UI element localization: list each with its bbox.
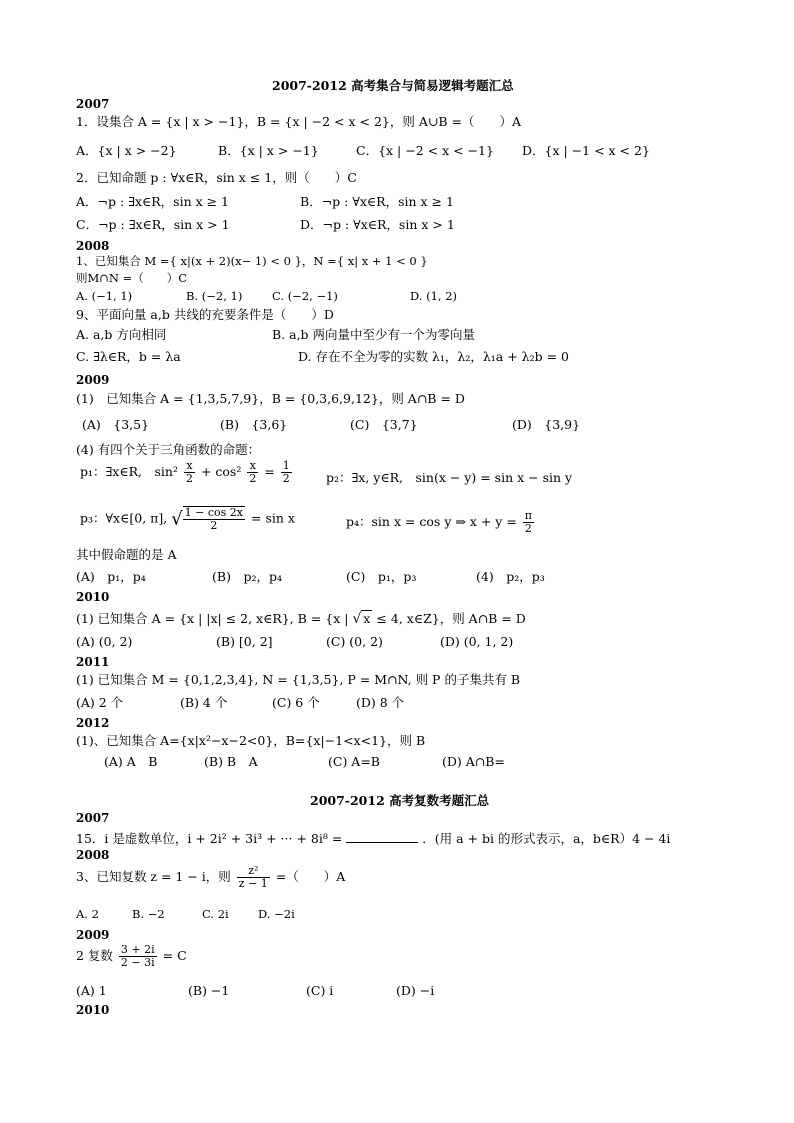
sqrt-sign: √ — [171, 508, 183, 530]
numerator: 3 + 2i — [120, 943, 155, 956]
p1-tail: + cos² — [200, 464, 242, 480]
question-complex-2008-3 — [76, 865, 345, 890]
question-complex-2007-15 — [76, 829, 670, 847]
option: C．{x | −2 < x < −1} — [356, 143, 494, 158]
option: D. 存在不全为零的实数 λ₁，λ₂，λ₁a + λ₂b = 0 — [298, 349, 569, 364]
sqrt-sign: √ — [352, 611, 362, 627]
option: (C) (0, 2) — [326, 634, 383, 649]
numerator: 1 − cos 2x — [184, 506, 244, 519]
option: C. 2i — [202, 907, 229, 921]
year-heading: 2010 — [76, 590, 110, 604]
year-heading: 2011 — [76, 655, 110, 669]
denominator: 2 — [282, 472, 290, 486]
option: (B) B A — [204, 754, 258, 769]
denominator: 2 — [210, 519, 218, 533]
option: B. a,b 两向量中至少有一个为零向量 — [272, 327, 476, 342]
question-2009-4: (4) 有四个关于三角函数的命题： — [76, 442, 261, 457]
option: (D) −i — [396, 983, 435, 998]
option: (A) {3,5} — [82, 417, 150, 432]
option: (D) 8 个 — [356, 695, 405, 710]
option: (B) {3,6} — [220, 417, 288, 432]
q2-part2: = C — [162, 948, 187, 964]
option: C．¬p : ∃x∈R，sin x > 1 — [76, 217, 230, 232]
year-heading: 2012 — [76, 716, 110, 730]
option: (D) (0, 1, 2) — [440, 634, 514, 649]
year-heading: 2009 — [76, 928, 110, 942]
question-2012-1: (1)、已知集合 A={x|x²−x−2<0}，B={x|−1<x<1}，则 B — [76, 733, 426, 748]
option: C. ∃λ∈R，b = λa — [76, 349, 181, 364]
p3-label: p₃：∀x∈[0, π], — [80, 510, 168, 526]
section-title: 2007-2012 高考复数考题汇总 — [310, 793, 490, 808]
denominator: 2 — [185, 472, 193, 486]
option: C. (−2, −1) — [272, 289, 338, 303]
option: B. −2 — [132, 907, 165, 921]
option: (B) −1 — [188, 983, 230, 998]
q3-part1: 3、已知复数 z = 1 − i，则 — [76, 869, 231, 885]
option: B．¬p : ∀x∈R，sin x ≥ 1 — [300, 194, 454, 209]
proposition-p1 — [80, 460, 294, 485]
option: (A) (0, 2) — [76, 634, 133, 649]
option: (A) A B — [104, 754, 158, 769]
option: (C) p₁，p₃ — [346, 569, 417, 584]
option: (C) i — [306, 983, 334, 998]
option: (A) p₁，p₄ — [76, 569, 146, 584]
option: (C) A=B — [328, 754, 380, 769]
question-2008-1-line2: 则M∩N =（ ）C — [76, 271, 188, 285]
question-2009-4-answer: 其中假命题的是 A — [76, 547, 177, 562]
numerator: π — [524, 509, 533, 522]
question-2008-9: 9、平面向量 a,b 共线的充要条件是（ ）D — [76, 307, 334, 322]
option: (C) 6 个 — [272, 695, 320, 710]
fraction — [281, 460, 292, 485]
option: D. −2i — [258, 907, 295, 921]
proposition-p3 — [80, 506, 295, 532]
year-heading: 2010 — [76, 1003, 110, 1017]
answer-blank — [346, 832, 418, 843]
year-heading: 2008 — [76, 848, 110, 862]
year-heading: 2008 — [76, 239, 110, 253]
fraction — [184, 460, 195, 485]
q2-part1: 2 复数 — [76, 948, 113, 964]
fraction — [523, 510, 534, 535]
fraction — [237, 865, 270, 890]
p1-eq: = — [264, 464, 275, 480]
p1-label: p₁：∃x∈R, sin² — [80, 464, 178, 480]
option: D. (1, 2) — [410, 289, 458, 303]
option: A. (−1, 1) — [76, 289, 133, 303]
numerator: 1 — [282, 459, 290, 472]
denominator: 2 — [524, 522, 532, 536]
denominator: 2 − 3i — [120, 956, 155, 970]
option: A. 2 — [76, 907, 99, 921]
option: A. a,b 方向相同 — [76, 327, 167, 342]
q3-part2: =（ ）A — [275, 869, 346, 885]
option: (A) 1 — [76, 983, 107, 998]
proposition-p4 — [346, 510, 536, 535]
fraction — [247, 460, 258, 485]
option: (A) 2 个 — [76, 695, 124, 710]
numerator: x — [184, 460, 195, 473]
option: B. (−2, 1) — [186, 289, 243, 303]
q15-part1: 15．i 是虚数单位，i + 2i² + 3i³ + ··· + 8i⁸ = — [76, 831, 343, 846]
q15-part2: ．(用 a + bi 的形式表示，a，b∈R）4 − 4i — [422, 831, 671, 846]
year-heading: 2009 — [76, 373, 110, 387]
option: A．{x | x > −2} — [76, 143, 177, 158]
denominator: z − 1 — [238, 877, 268, 891]
numerator: z² — [237, 865, 270, 878]
option: (B) [0, 2] — [216, 634, 273, 649]
option: (B) 4 个 — [180, 695, 228, 710]
option: (4) p₂，p₃ — [476, 569, 545, 584]
page-title: 2007-2012 高考集合与简易逻辑考题汇总 — [272, 78, 514, 93]
question-2011-1: (1) 已知集合 M = {0,1,2,3,4}, N = {1,3,5}, P = M∩N, 则 P 的子集共有 B — [76, 672, 521, 687]
year-heading: 2007 — [76, 811, 110, 825]
question-2007-2: 2．已知命题 p : ∀x∈R，sin x ≤ 1，则（ ）C — [76, 170, 357, 185]
question-2009-1: (1) 已知集合 A = {1,3,5,7,9}，B = {0,3,6,9,12}，则 A∩B = D — [76, 391, 465, 406]
numerator: x — [247, 460, 258, 473]
q2010-part1: (1) 已知集合 A = {x | |x| ≤ 2, x∈R}, B = {x | — [76, 611, 349, 626]
option: (D) A∩B= — [442, 754, 505, 769]
q2010-part2: ≤ 4, x∈Z}，则 A∩B = D — [376, 611, 526, 626]
option: (C) {3,7} — [350, 417, 418, 432]
option: (B) p₂，p₄ — [212, 569, 282, 584]
option: D．¬p : ∀x∈R，sin x > 1 — [300, 217, 455, 232]
option: (D) {3,9} — [512, 417, 581, 432]
sqrt-content: x — [363, 611, 371, 626]
fraction — [119, 944, 157, 969]
question-2008-1: 1、已知集合 M ={ x|(x + 2)(x− 1) < 0 }，N ={ x| x + 1 < 0 } — [76, 254, 428, 268]
option: A．¬p : ∃x∈R，sin x ≥ 1 — [76, 194, 230, 209]
p3-tail: = sin x — [251, 510, 295, 526]
p4-text: p₄：sin x = cos y ⇒ x + y = — [346, 514, 517, 530]
question-complex-2009-2 — [76, 944, 187, 969]
proposition-p2: p₂：∃x, y∈R, sin(x − y) = sin x − sin y — [326, 470, 573, 485]
option: B．{x | x > −1} — [218, 143, 319, 158]
year-heading: 2007 — [76, 97, 110, 111]
denominator: 2 — [249, 472, 257, 486]
question-2010-1 — [76, 609, 526, 627]
option: D．{x | −1 < x < 2} — [522, 143, 650, 158]
question-2007-1: 1．设集合 A = {x | x > −1}，B = {x | −2 < x < 2}，则 A∪B =（ ）A — [76, 114, 522, 129]
fraction — [183, 506, 245, 532]
